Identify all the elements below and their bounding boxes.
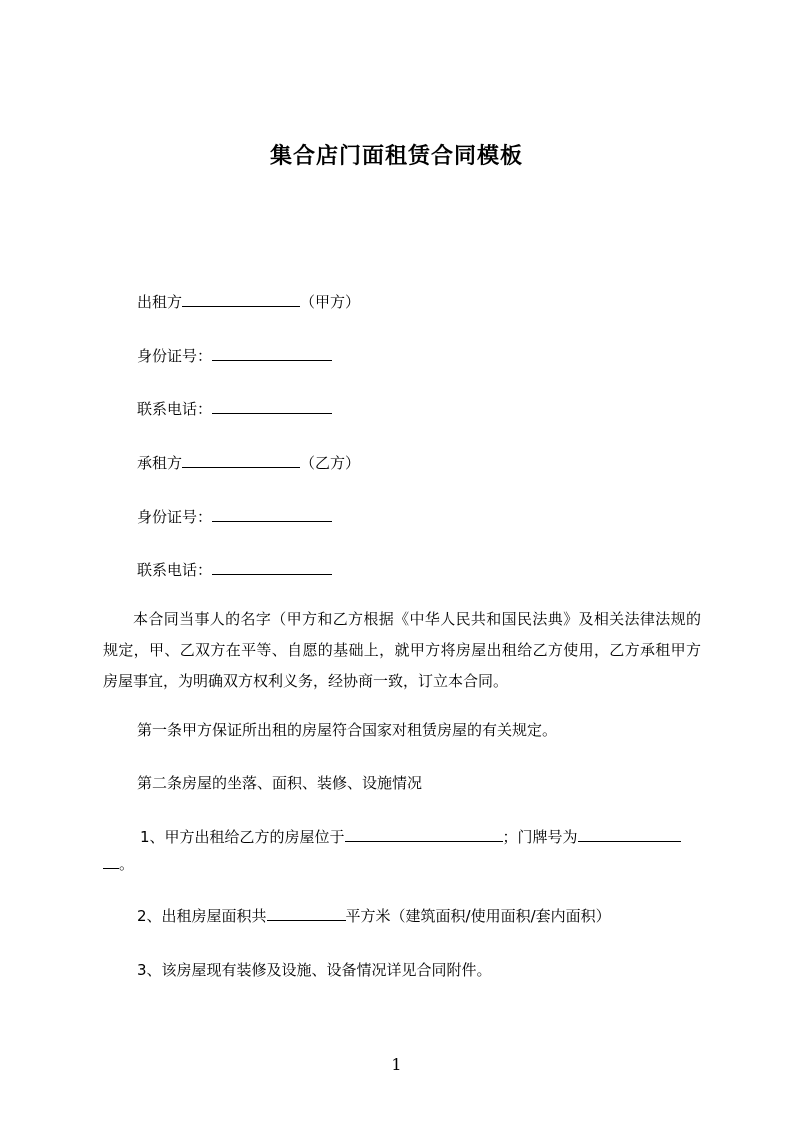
lessor-id-label: 身份证号：	[137, 347, 213, 365]
lessor-phone-label: 联系电话：	[137, 400, 213, 418]
item-1-number-blank-a	[578, 826, 681, 842]
item-3-line: 3、该房屋现有装修及设施、设备情况详见合同附件。	[137, 961, 492, 979]
lessee-phone-line	[137, 559, 332, 580]
item-1-prefix: 1、甲方出租给乙方的房屋位于	[140, 828, 345, 846]
item-1-location-blank	[345, 826, 503, 842]
lessee-id-blank	[212, 506, 332, 522]
lessee-phone-blank	[212, 559, 332, 575]
item-1-middle: ；门牌号为	[502, 828, 578, 846]
lessee-line	[137, 452, 360, 473]
lessor-id-line	[137, 345, 332, 366]
lessor-label: 出租方	[137, 293, 183, 311]
item-1-number-blank-b	[103, 853, 119, 869]
lessee-label: 承租方	[137, 454, 183, 472]
article-1: 第一条甲方保证所出租的房屋符合国家对租赁房屋的有关规定。	[137, 721, 558, 739]
lessor-suffix: （甲方）	[300, 293, 361, 311]
article-2-heading: 第二条房屋的坐落、面积、装修、设施情况	[137, 774, 423, 792]
item-2-line	[137, 905, 611, 926]
item-1-continuation	[103, 853, 134, 874]
item-2-prefix: 2、出租房屋面积共	[137, 907, 267, 925]
item-2-suffix: 平方米（建筑面积/使用面积/套内面积）	[345, 907, 611, 925]
lessor-phone-line	[137, 398, 332, 419]
lessor-line	[137, 291, 360, 312]
lessee-phone-label: 联系电话：	[137, 561, 213, 579]
lessor-phone-blank	[212, 398, 332, 414]
lessee-id-line	[137, 506, 332, 527]
lessor-id-blank	[212, 345, 332, 361]
lessee-blank	[182, 452, 300, 468]
lessor-blank	[182, 291, 300, 307]
item-1-end: 。	[119, 855, 135, 873]
item-2-area-blank	[267, 905, 346, 921]
lessee-suffix: （乙方）	[300, 454, 361, 472]
intro-paragraph: 本合同当事人的名字（甲方和乙方根据《中华人民共和国民法典》及相关法律法规的规定，甲、乙双方在平等、自愿的基础上，就甲方将房屋出租给乙方使用，乙方承租甲方房屋事宜，为明确双方权利义务，经协商一致，订立本合同。	[103, 610, 701, 690]
item-1-line	[140, 826, 681, 847]
lessee-id-label: 身份证号：	[137, 508, 213, 526]
page-number: 1	[391, 1055, 402, 1074]
document-title: 集合店门面租赁合同模板	[269, 144, 523, 169]
